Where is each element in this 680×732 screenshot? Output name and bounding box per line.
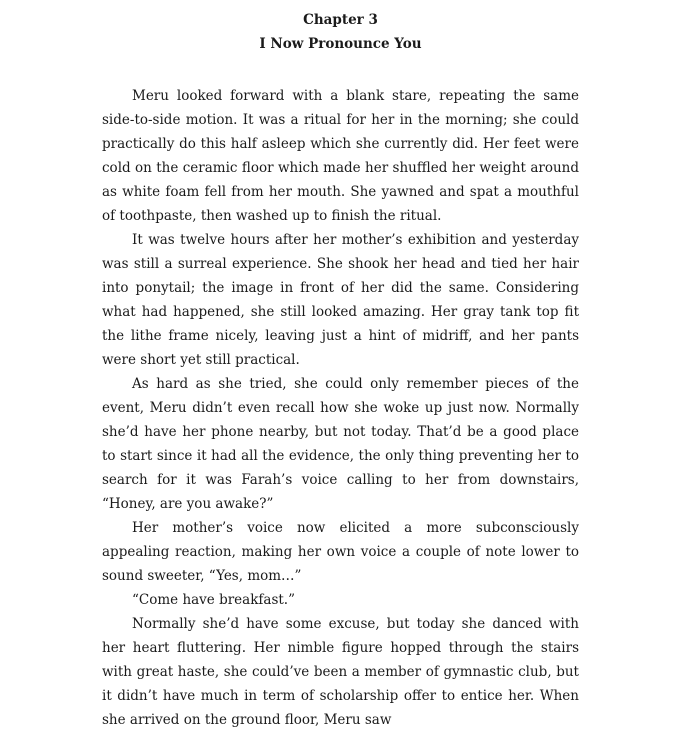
- chapter-number: Chapter 3: [303, 12, 378, 28]
- paragraph: Meru looked forward with a blank stare, repeating the same side-to-side motion. It was a ritual for her in the morning; she could practically do this half asleep which she currently did. Her feet were cold on the ceramic floor which made her shuffled her weight around as white foam fell from her mouth. She yawned and spat a mouthful of toothpaste, then washed up to finish the ritual.: [102, 88, 579, 224]
- chapter-title: I Now Pronounce You: [259, 36, 422, 52]
- paragraph: “Come have breakfast.”: [132, 592, 295, 608]
- paragraph: Her mother’s voice now elicited a more subconsciously appealing reaction, making her own voice a couple of note lower to sound sweeter, “Yes, mom…”: [102, 520, 579, 584]
- paragraph: Normally she’d have some excuse, but today she danced with her heart fluttering. Her nimble figure hopped through the stairs with great haste, she could’ve been a member of gymnastic club, but it didn’t have much in term of scholarship offer to entice her. When she arrived on the ground floor, Meru saw: [102, 616, 579, 728]
- document-page: [102, 0, 579, 732]
- paragraph: It was twelve hours after her mother’s exhibition and yesterday was still a surreal experience. She shook her head and tied her hair into ponytail; the image in front of her did the same. Considering what had happened, she still looked amazing. Her gray tank top fit the lithe frame nicely, leaving just a hint of midriff, and her pants were short yet still practical.: [102, 232, 579, 368]
- chapter-body: [102, 84, 579, 732]
- paragraph: As hard as she tried, she could only remember pieces of the event, Meru didn’t even recall how she woke up just now. Normally she’d have her phone nearby, but not today. That’d be a good place to start since it had all the evidence, the only thing preventing her to search for it was Farah’s voice calling to her from downstairs, “Honey, are you awake?”: [102, 376, 579, 512]
